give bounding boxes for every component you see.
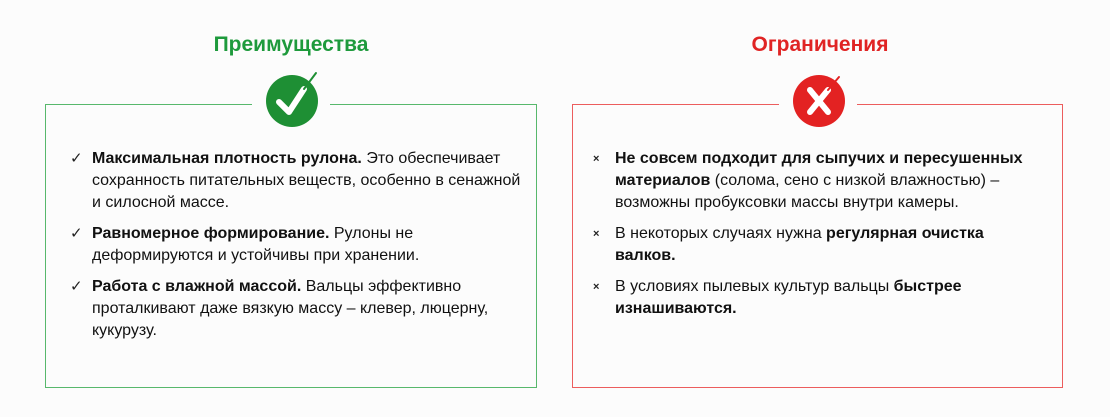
item-text: В условиях пылевых культур вальцы — [615, 278, 894, 295]
item-bold: быстрее изнашиваются. — [615, 278, 962, 317]
cons-panel — [572, 104, 1063, 388]
item-bold: Работа с влажной массой. — [92, 278, 302, 295]
cons-list — [593, 148, 1048, 329]
item-bold: регулярная очистка валков. — [615, 225, 984, 264]
cross-bullet-icon: × — [593, 153, 600, 165]
item-bold: Не совсем подходит для сыпучих и пересушенных материалов — [615, 150, 1023, 189]
cross-bullet-icon: × — [593, 281, 600, 293]
item-text: В некоторых случаях нужна — [615, 225, 827, 242]
item-text: Рулоны не деформируются и устойчивы при хранении. — [92, 225, 420, 264]
cons-title: Ограничения — [751, 33, 889, 56]
item-bold: Равномерное формирование. — [92, 225, 330, 242]
pros-list — [70, 148, 525, 351]
pros-panel — [45, 104, 537, 388]
check-icon: ✓ — [70, 150, 83, 167]
pros-badge — [252, 71, 330, 131]
list-item — [70, 276, 525, 342]
pros-title: Преимущества — [213, 33, 369, 56]
check-icon: ✓ — [70, 225, 83, 242]
cross-bullet-icon: × — [593, 228, 600, 240]
check-icon: ✓ — [70, 278, 83, 295]
item-text: Вальцы эффективно проталкивают даже вязкую массу – клевер, люцерну, кукурузу. — [92, 278, 489, 339]
checkmark-icon — [266, 75, 318, 127]
cross-icon — [793, 75, 845, 127]
cons-badge — [779, 71, 857, 131]
item-text: (солома, сено с низкой влажностью) – возможны пробуксовки массы внутри камеры. — [615, 172, 1000, 211]
list-item — [593, 276, 1048, 320]
list-item — [70, 148, 525, 214]
item-text: Это обеспечивает сохранность питательных веществ, особенно в сенажной и силосной массе. — [92, 150, 521, 211]
item-bold: Максимальная плотность рулона. — [92, 150, 362, 167]
list-item — [70, 223, 525, 267]
list-item — [593, 148, 1048, 214]
list-item — [593, 223, 1048, 267]
